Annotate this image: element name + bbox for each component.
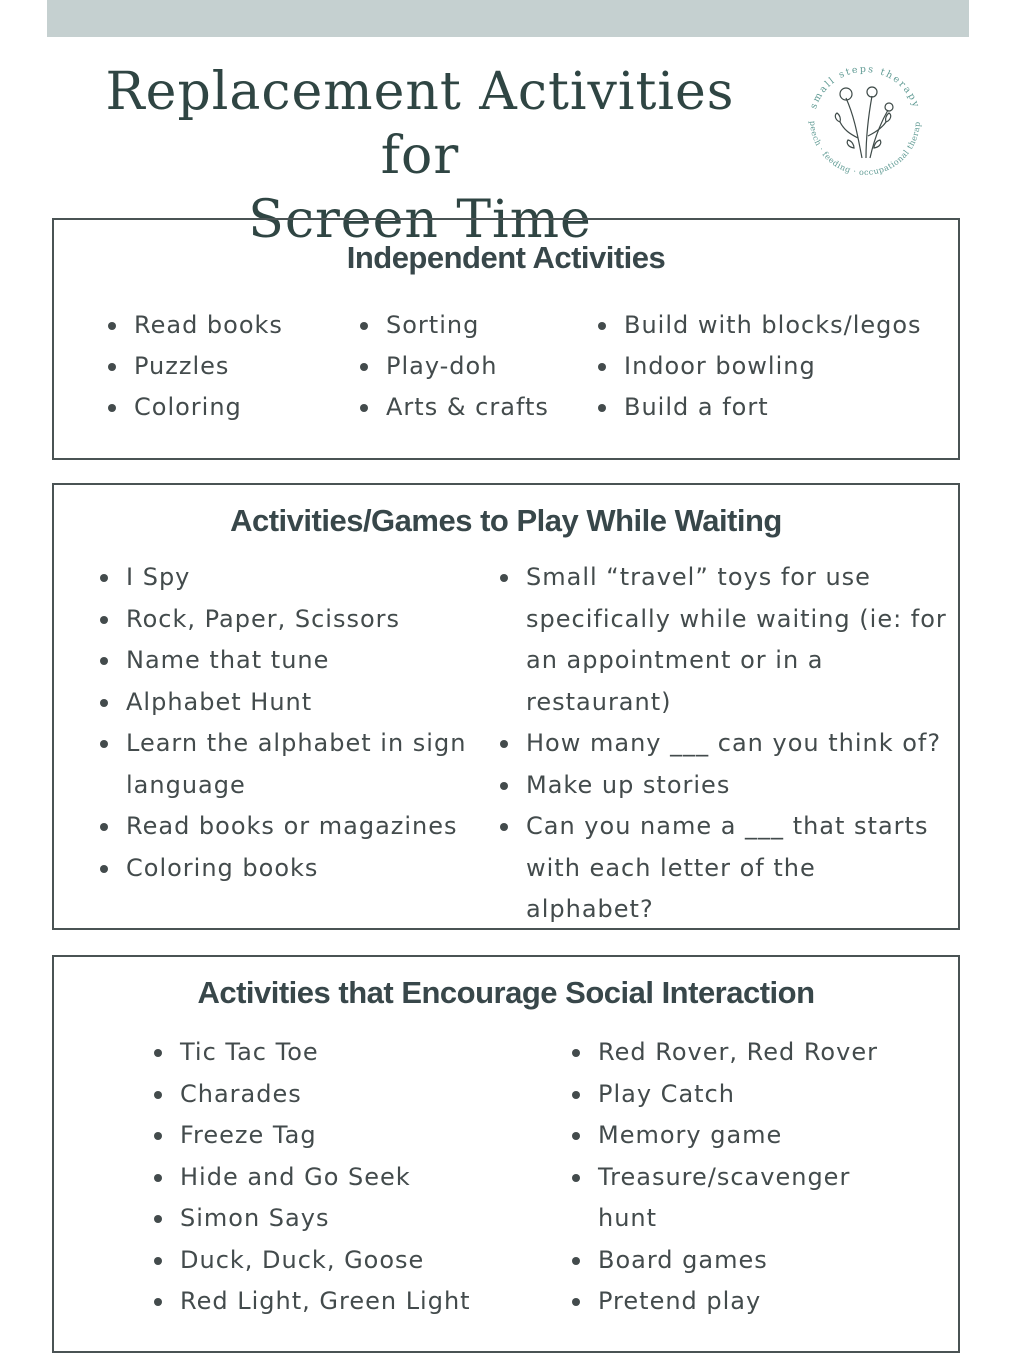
list-item: Simon Says (152, 1198, 471, 1240)
list-item: Tic Tac Toe (152, 1032, 471, 1074)
waiting-activities-section (52, 483, 960, 930)
activity-list-column-2 (498, 557, 948, 931)
list-item: Sorting (358, 305, 549, 346)
list-item: Play Catch (570, 1074, 910, 1116)
page-title-line-2: Screen Time (248, 190, 592, 250)
list-item: Hide and Go Seek (152, 1157, 471, 1199)
logo-graphic (800, 58, 930, 188)
list-item: Learn the alphabet in sign language (98, 723, 478, 806)
top-banner (47, 0, 969, 37)
list-item: Read books or magazines (98, 806, 478, 848)
section-title: Activities/Games to Play While Waiting (230, 503, 782, 538)
list-item: Play-doh (358, 346, 549, 387)
list-item: Memory game (570, 1115, 910, 1157)
list-item: Treasure/scavenger hunt (570, 1157, 910, 1240)
activity-list-column-1 (98, 557, 478, 889)
social-interaction-section (52, 955, 960, 1353)
list-item: Read books (106, 305, 283, 346)
list-item: Board games (570, 1240, 910, 1282)
list-item: Make up stories (498, 765, 948, 807)
page-title-line-1: Replacement Activities for (105, 62, 735, 186)
activity-list-column-2 (358, 305, 549, 428)
section-title: Activities that Encourage Social Interaction (197, 975, 815, 1010)
flower-icon (835, 87, 893, 158)
list-item: Arts & crafts (358, 387, 549, 428)
logo-bottom-text: peech · feeding · occupational therap (807, 120, 923, 178)
activity-list-column-2 (570, 1032, 910, 1323)
list-item: Name that tune (98, 640, 478, 682)
list-item: Freeze Tag (152, 1115, 471, 1157)
list-item: Red Rover, Red Rover (570, 1032, 910, 1074)
list-item: Alphabet Hunt (98, 682, 478, 724)
list-item: Coloring books (98, 848, 478, 890)
list-item: Indoor bowling (596, 346, 922, 387)
list-item: I Spy (98, 557, 478, 599)
activity-list-column-1 (106, 305, 283, 428)
list-item: Build a fort (596, 387, 922, 428)
section-title: Independent Activities (346, 240, 666, 275)
list-item: Coloring (106, 387, 283, 428)
logo-top-text: small steps therapy (808, 63, 922, 111)
activity-list-column-1 (152, 1032, 471, 1323)
activity-list-column-3 (596, 305, 922, 428)
list-item: Puzzles (106, 346, 283, 387)
list-item: How many ___ can you think of? (498, 723, 948, 765)
list-item: Rock, Paper, Scissors (98, 599, 478, 641)
list-item: Duck, Duck, Goose (152, 1240, 471, 1282)
list-item: Charades (152, 1074, 471, 1116)
small-steps-therapy-logo (800, 58, 930, 188)
list-item: Pretend play (570, 1281, 910, 1323)
list-item: Can you name a ___ that starts with each letter of the alphabet? (498, 806, 948, 931)
list-item: Red Light, Green Light (152, 1281, 471, 1323)
independent-activities-section (52, 218, 960, 460)
list-item: Build with blocks/legos (596, 305, 922, 346)
list-item: Small “travel” toys for use specifically while waiting (ie: for an appointment or in a restaurant) (498, 557, 948, 723)
